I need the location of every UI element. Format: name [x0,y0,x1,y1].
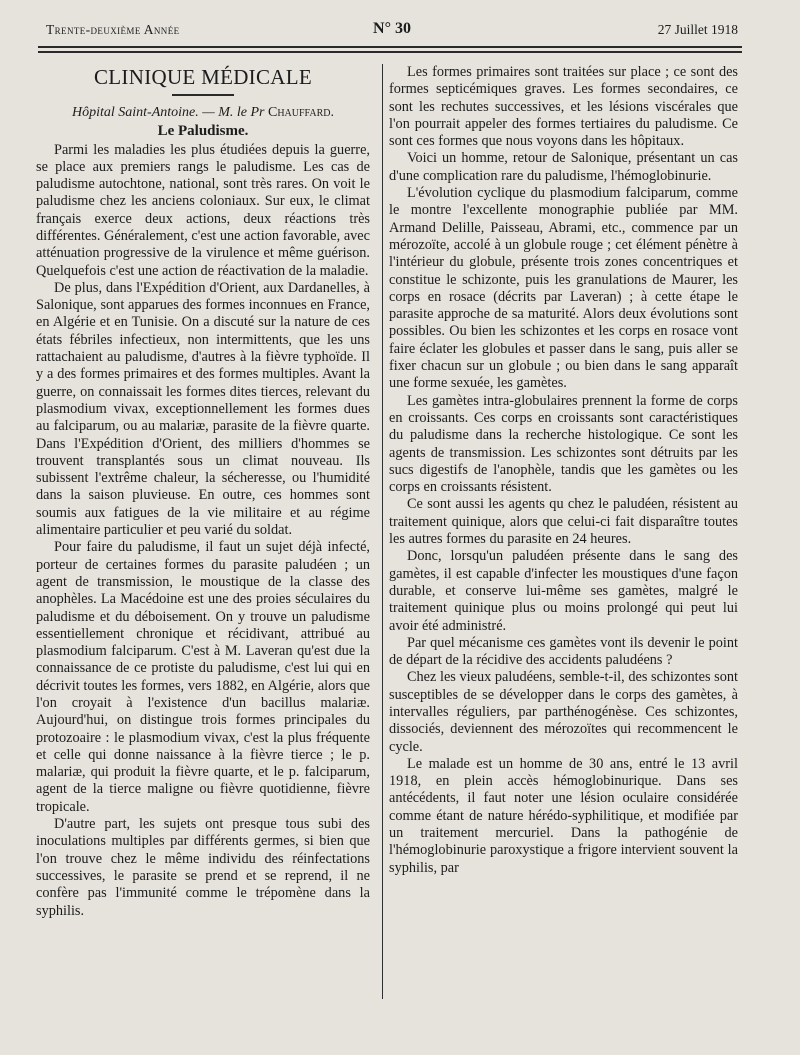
left-column [36,64,370,920]
article-title: Le Paludisme. [157,122,249,139]
byline-hospital: Hôpital Saint-Antoine. — M. le Pr [72,104,265,120]
paragraph: Les formes primaires sont traitées sur place ; ce sont des formes septicémiques graves. Les formes secondaires, ce sont les rechutes successives, et les lésions viscérales que l'on pourrait appeler des formes tertiaires du paludisme. Ce sont ces formes que nous voyons dans les hôpitaux. [389,64,738,150]
column-divider [382,64,383,999]
paragraph: De plus, dans l'Expédition d'Orient, aux Dardanelles, à Salonique, sont apparues des formes inconnues en France, en Algérie et en Tunisie. On a discuté sur la nature de ces états fébriles infectieux, non intermittents, que les uns rattachaient au paludisme, d'autres à la fièvre typhoïde. Il y a des formes primaires et des formes multiples. Avant la guerre, on connaissait les formes dites tierces, relevant du plasmodium vivax, exceptionnellement les formes dues au falciparum, ou au malariæ, parasite de la fièvre quarte. Dans l'Expédition d'Orient, des milliers d'hommes se trouvent transplantés sous un climat nouveau. Ils subissent l'extrême chaleur, la sécheresse, ou l'humidité dans la saison pluvieuse. En outre, ces hommes sont soumis aux fatigues de la vie militaire et au régime alimentaire particulier et peu varié du soldat. [36,279,370,539]
section-title-rule [172,94,234,96]
header-rule-top [38,46,742,48]
paragraph: Les gamètes intra-globulaires prennent la forme de corps en croissants. Ces corps en croissants sont caractéristiques du paludisme dans la recherche histologique. Ce sont les agents de transmission. Les schizontes sont détruits par les sucs digestifs de l'anophèle, tandis que les gamètes ou les corps en croissants résistent. [389,392,738,496]
byline-professor: Chauffard. [267,104,334,120]
right-column [389,64,738,877]
article-byline [36,104,370,121]
paragraph: Le malade est un homme de 30 ans, entré le 13 avril 1918, en plein accès hémoglobinurique. Dans ses antécédents, il faut noter une lésion oculaire considérée comme étant de nature hérédo-syphilitique, et modifiée par un traitement mercuriel. Dans la pathogénie de l'hémoglobinurie paroxystique a frigore intervient souvent la syphilis, par [389,755,738,876]
paragraph: Par quel mécanisme ces gamètes vont ils devenir le point de départ de la récidive des accidents paludéens ? [389,634,738,669]
paragraph: Pour faire du paludisme, il faut un sujet déjà infecté, porteur de certaines formes du parasite paludéen ; un agent de transmission, le moustique de la classe des anophèles. La Macédoine est une des proies séculaires du paludisme et du déboisement. On y trouve un paludisme essentiellement chronique et récidivant, attribué au plasmodium falciparum. C'est à M. Laveran qu'est due la connaissance de ce protiste du paludisme, c'est lui qui en décrivit toutes les formes, vers 1882, en Algérie, alors que l'on croyait à l'existence d'un bacillus malariæ. Aujourd'hui, on distingue trois formes principales du protozoaire : le plasmodium vivax, c'est la plus fréquente et celle qui donne naissance à la fièvre tierce ; le p. malariæ, qui produit la fièvre quarte, et le p. falciparum, agent de la tierce maligne ou fièvre quotidienne, fièvre tropicale. [36,539,370,815]
header-year: Trente-deuxième Année [46,22,180,37]
paragraph: D'autre part, les sujets ont presque tous subi des inoculations multiples par différents germes, si bien que l'on trouve chez le même individu des réinfectations successives, le parasite se prend et se reprend, il ne confère pas l'immunité comme le trépomène dans la syphilis. [36,816,370,919]
section-title: CLINIQUE MÉDICALE [94,65,312,89]
paragraph: Ce sont aussi les agents qu chez le paludéen, résistent au traitement quinique, alors que celui-ci fait disparaître toutes les autres formes du parasite en 24 heures. [389,496,738,548]
paragraph: Voici un homme, retour de Salonique, présentant un cas d'une complication rare du paludisme, l'hémoglobinurie. [389,150,738,184]
paragraph: L'évolution cyclique du plasmodium falciparum, comme le montre l'excellente monographie publiée par MM. Armand Delille, Paisseau, Abrami, etc., commence par un mérozoïte, accolé à un globule rouge ; cet élément pénètre à l'intérieur du globule, présente trois zones concentriques et constitue le schizonte, puis les granulations de Maurer, les corps en rosace (décrits par Laveran) ; à cette étape le parasite approche de sa maturité. Alors deux évolutions sont possibles. Ou bien les schizontes et les corps en rosace vont faire éclater les globules et passer dans le sang, puis aller se fixer chacun sur un globule ; ou bien dans le sang apparaît une forme sexuée, les gamètes. [389,185,738,392]
paragraph: Parmi les maladies les plus étudiées depuis la guerre, se place aux premiers rangs le paludisme. Les cas de paludisme autochtone, national, sont très rares. On voit le paludisme chez les anciens coloniaux. Sur eux, le climat français exerce deux actions, deux réactions très différentes. Généralement, c'est une action favorable, avec atténuation progressive de la virulence et même guérison. Quelquefois c'est une action de réactivation de la maladie. [36,141,370,279]
paragraph: Chez les vieux paludéens, semble-t-il, des schizontes sont susceptibles de se développer dans le corps des gamètes, à intervalles réguliers, par parthénogénèse. Ces schizontes, dissociés, deviennent des mérozoïtes qui recommencent le cycle. [389,669,738,755]
paragraph: Donc, lorsqu'un paludéen présente dans le sang des gamètes, il est capable d'infecter les moustiques d'une façon durable, et conserve lui-même ses gamètes, malgré le traitement quinique plus ou moins prolongé qui peut lui avoir été administré. [389,548,738,634]
header-rule-bottom [38,51,742,53]
page-header [46,20,738,42]
header-issue-number: N° 30 [373,20,411,37]
header-date: 27 Juillet 1918 [657,22,738,37]
